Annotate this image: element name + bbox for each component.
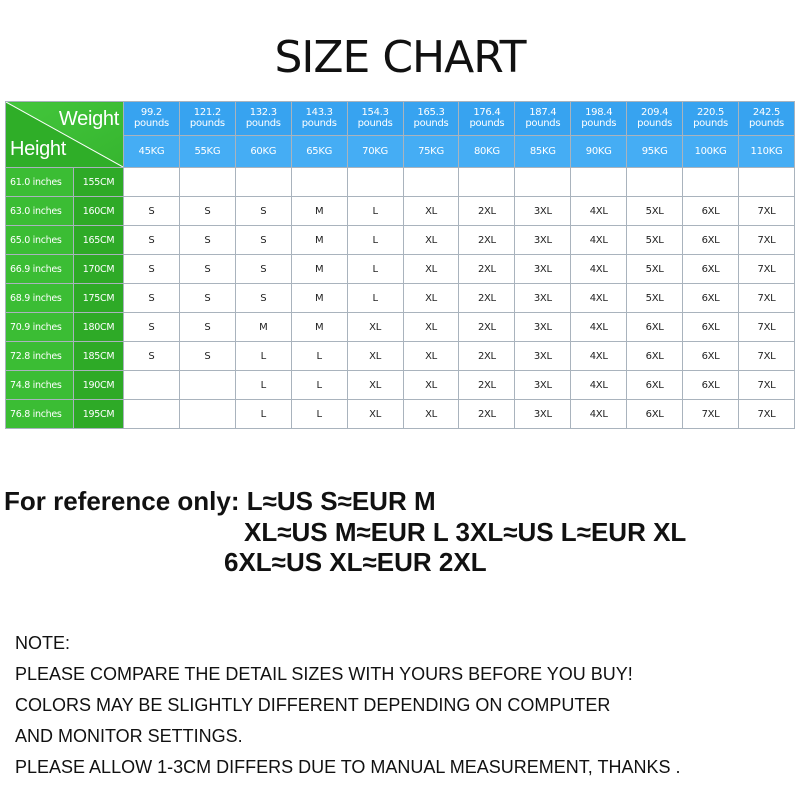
- size-cell: 6XL: [683, 255, 739, 284]
- pounds-value: 154.3: [361, 107, 389, 118]
- size-cell: [124, 400, 180, 429]
- pounds-value: 187.4: [529, 107, 557, 118]
- height-inches-cell: 61.0 inches: [6, 168, 74, 197]
- reference-line-3: 6XL≈US XL≈EUR 2XL: [224, 547, 487, 577]
- size-cell: 3XL: [515, 284, 571, 313]
- height-row: [6, 342, 795, 371]
- size-cell: 2XL: [459, 197, 515, 226]
- size-cell: [179, 371, 235, 400]
- pounds-unit: pounds: [637, 117, 673, 129]
- size-cell: [124, 168, 180, 197]
- pounds-unit: pounds: [749, 117, 784, 129]
- size-cell: XL: [403, 255, 459, 284]
- size-cell: 6XL: [627, 313, 683, 342]
- height-row: [6, 255, 795, 284]
- size-cell: 7XL: [738, 284, 794, 313]
- weight-pounds-cell: [347, 102, 403, 136]
- size-cell: 6XL: [627, 342, 683, 371]
- size-cell: S: [124, 342, 180, 371]
- size-cell: 3XL: [515, 400, 571, 429]
- size-cell: XL: [403, 284, 459, 313]
- size-cell: [515, 168, 571, 197]
- size-cell: 2XL: [459, 255, 515, 284]
- size-cell: 2XL: [459, 226, 515, 255]
- pounds-value: 132.3: [249, 107, 277, 118]
- note-line: PLEASE COMPARE THE DETAIL SIZES WITH YOURS BEFORE YOU BUY!: [15, 664, 633, 684]
- size-cell: 3XL: [515, 342, 571, 371]
- pounds-unit: pounds: [245, 117, 281, 129]
- size-cell: L: [347, 226, 403, 255]
- weight-kg-cell: 100KG: [683, 136, 739, 168]
- size-cell: L: [291, 342, 347, 371]
- weight-pounds-cell: [179, 102, 235, 136]
- size-cell: M: [291, 284, 347, 313]
- size-cell: 4XL: [571, 371, 627, 400]
- pounds-value: 99.2: [140, 107, 162, 118]
- note-line: AND MONITOR SETTINGS.: [15, 726, 243, 746]
- size-cell: S: [235, 197, 291, 226]
- size-cell: L: [235, 371, 291, 400]
- size-cell: 6XL: [683, 342, 739, 371]
- pounds-unit: pounds: [693, 117, 728, 129]
- size-cell: S: [179, 313, 235, 342]
- size-chart-table: [5, 101, 795, 429]
- size-cell: 4XL: [571, 255, 627, 284]
- size-cell: S: [235, 226, 291, 255]
- weight-kg-cell: 90KG: [571, 136, 627, 168]
- pounds-value: 143.3: [305, 107, 333, 118]
- weight-kg-cell: 75KG: [403, 136, 459, 168]
- size-cell: 5XL: [627, 226, 683, 255]
- size-cell: 4XL: [571, 400, 627, 429]
- size-cell: L: [235, 400, 291, 429]
- size-cell: 6XL: [627, 371, 683, 400]
- size-cell: [571, 168, 627, 197]
- size-cell: S: [124, 284, 180, 313]
- size-cell: XL: [347, 371, 403, 400]
- height-cm-cell: 185CM: [74, 342, 124, 371]
- size-cell: L: [291, 371, 347, 400]
- reference-line-2: XL≈US M≈EUR L 3XL≈US L≈EUR XL: [244, 517, 687, 547]
- weight-pounds-cell: [459, 102, 515, 136]
- size-cell: 4XL: [571, 284, 627, 313]
- note-heading: NOTE:: [15, 633, 71, 653]
- weight-kg-cell: 80KG: [459, 136, 515, 168]
- size-cell: 5XL: [627, 284, 683, 313]
- weight-pounds-cell: [571, 102, 627, 136]
- size-cell: XL: [403, 197, 459, 226]
- size-cell: S: [179, 342, 235, 371]
- size-cell: 3XL: [515, 226, 571, 255]
- weight-kg-cell: 60KG: [235, 136, 291, 168]
- size-cell: 6XL: [683, 284, 739, 313]
- size-cell: S: [124, 255, 180, 284]
- pounds-unit: pounds: [301, 117, 337, 129]
- height-row: [6, 313, 795, 342]
- height-cm-cell: 190CM: [74, 371, 124, 400]
- weight-pounds-cell: [515, 102, 571, 136]
- weight-kg-cell: 85KG: [515, 136, 571, 168]
- height-cm-cell: 170CM: [74, 255, 124, 284]
- size-cell: S: [179, 255, 235, 284]
- size-cell: 6XL: [627, 400, 683, 429]
- weight-pounds-cell: [683, 102, 739, 136]
- weight-pounds-row: [6, 102, 795, 136]
- size-cell: 2XL: [459, 400, 515, 429]
- size-cell: L: [347, 284, 403, 313]
- height-row: [6, 226, 795, 255]
- pounds-value: 176.4: [473, 107, 501, 118]
- weight-kg-row: [6, 136, 795, 168]
- size-cell: M: [291, 197, 347, 226]
- size-cell: 7XL: [738, 255, 794, 284]
- height-row: [6, 168, 795, 197]
- size-cell: M: [291, 313, 347, 342]
- size-cell: M: [235, 313, 291, 342]
- size-cell: 6XL: [683, 226, 739, 255]
- size-cell: 3XL: [515, 371, 571, 400]
- pounds-unit: pounds: [413, 117, 449, 129]
- pounds-value: 209.4: [641, 107, 669, 118]
- size-cell: XL: [347, 400, 403, 429]
- weight-kg-cell: 110KG: [738, 136, 794, 168]
- size-cell: S: [124, 313, 180, 342]
- size-cell: 3XL: [515, 255, 571, 284]
- weight-pounds-cell: [291, 102, 347, 136]
- page-title: SIZE CHART: [274, 32, 526, 83]
- weight-kg-cell: 45KG: [124, 136, 180, 168]
- size-cell: 4XL: [571, 197, 627, 226]
- size-cell: 7XL: [738, 226, 794, 255]
- pounds-value: 198.4: [585, 107, 613, 118]
- weight-pounds-cell: [235, 102, 291, 136]
- size-cell: S: [179, 226, 235, 255]
- size-cell: S: [235, 255, 291, 284]
- size-cell: 4XL: [571, 342, 627, 371]
- size-cell: [124, 371, 180, 400]
- size-cell: 6XL: [683, 197, 739, 226]
- size-cell: XL: [347, 313, 403, 342]
- size-cell: XL: [403, 226, 459, 255]
- size-cell: [459, 168, 515, 197]
- weight-kg-cell: 70KG: [347, 136, 403, 168]
- size-cell: L: [347, 255, 403, 284]
- size-cell: XL: [403, 342, 459, 371]
- height-inches-cell: 76.8 inches: [6, 400, 74, 429]
- size-cell: S: [179, 197, 235, 226]
- size-cell: 7XL: [738, 342, 794, 371]
- size-cell: XL: [403, 400, 459, 429]
- size-cell: 7XL: [683, 400, 739, 429]
- size-cell: 5XL: [627, 255, 683, 284]
- weight-pounds-cell: [627, 102, 683, 136]
- height-cm-cell: 165CM: [74, 226, 124, 255]
- weight-pounds-cell: [124, 102, 180, 136]
- height-cm-cell: 180CM: [74, 313, 124, 342]
- size-cell: S: [235, 284, 291, 313]
- size-cell: 6XL: [683, 371, 739, 400]
- size-cell: 5XL: [627, 197, 683, 226]
- size-cell: 6XL: [683, 313, 739, 342]
- weight-pounds-cell: [403, 102, 459, 136]
- pounds-unit: pounds: [525, 117, 561, 129]
- size-cell: [179, 168, 235, 197]
- size-cell: [235, 168, 291, 197]
- height-row: [6, 284, 795, 313]
- reference-line-1: For reference only: L≈US S≈EUR M: [4, 486, 436, 516]
- size-cell: [179, 400, 235, 429]
- weight-kg-cell: 65KG: [291, 136, 347, 168]
- height-inches-cell: 72.8 inches: [6, 342, 74, 371]
- size-cell: 2XL: [459, 313, 515, 342]
- size-cell: [291, 168, 347, 197]
- pounds-unit: pounds: [134, 117, 169, 129]
- size-cell: 2XL: [459, 342, 515, 371]
- size-cell: [627, 168, 683, 197]
- size-cell: 2XL: [459, 284, 515, 313]
- size-cell: 4XL: [571, 226, 627, 255]
- size-cell: S: [179, 284, 235, 313]
- pounds-value: 165.3: [417, 107, 445, 118]
- size-cell: 7XL: [738, 400, 794, 429]
- size-cell: L: [347, 197, 403, 226]
- weight-pounds-cell: [738, 102, 794, 136]
- height-cm-cell: 175CM: [74, 284, 124, 313]
- height-inches-cell: 63.0 inches: [6, 197, 74, 226]
- height-axis-label: Height: [10, 138, 67, 160]
- weight-kg-cell: 95KG: [627, 136, 683, 168]
- size-cell: L: [235, 342, 291, 371]
- size-cell: S: [124, 197, 180, 226]
- pounds-value: 220.5: [696, 107, 725, 118]
- pounds-unit: pounds: [581, 117, 617, 129]
- size-cell: XL: [403, 313, 459, 342]
- size-cell: M: [291, 255, 347, 284]
- pounds-unit: pounds: [357, 117, 393, 129]
- size-cell: 7XL: [738, 313, 794, 342]
- pounds-value: 121.2: [193, 107, 221, 118]
- height-cm-cell: 195CM: [74, 400, 124, 429]
- size-cell: [403, 168, 459, 197]
- size-cell: [347, 168, 403, 197]
- size-cell: 2XL: [459, 371, 515, 400]
- corner-header: [6, 102, 124, 168]
- size-cell: 4XL: [571, 313, 627, 342]
- height-cm-cell: 155CM: [74, 168, 124, 197]
- size-cell: L: [291, 400, 347, 429]
- height-cm-cell: 160CM: [74, 197, 124, 226]
- size-cell: 3XL: [515, 197, 571, 226]
- pounds-unit: pounds: [189, 117, 225, 129]
- height-row: [6, 400, 795, 429]
- height-inches-cell: 66.9 inches: [6, 255, 74, 284]
- height-row: [6, 371, 795, 400]
- note-line: PLEASE ALLOW 1-3CM DIFFERS DUE TO MANUAL MEASUREMENT, THANKS .: [15, 757, 681, 777]
- size-cell: 7XL: [738, 371, 794, 400]
- height-inches-cell: 70.9 inches: [6, 313, 74, 342]
- size-cell: 3XL: [515, 313, 571, 342]
- size-cell: XL: [347, 342, 403, 371]
- height-inches-cell: 74.8 inches: [6, 371, 74, 400]
- size-cell: M: [291, 226, 347, 255]
- pounds-value: 242.5: [752, 107, 781, 118]
- weight-axis-label: Weight: [58, 108, 119, 130]
- height-inches-cell: 68.9 inches: [6, 284, 74, 313]
- size-cell: XL: [403, 371, 459, 400]
- size-cell: S: [124, 226, 180, 255]
- weight-kg-cell: 55KG: [179, 136, 235, 168]
- height-row: [6, 197, 795, 226]
- size-cell: [738, 168, 794, 197]
- size-cell: [683, 168, 739, 197]
- height-inches-cell: 65.0 inches: [6, 226, 74, 255]
- size-cell: 7XL: [738, 197, 794, 226]
- pounds-unit: pounds: [469, 117, 505, 129]
- note-line: COLORS MAY BE SLIGHTLY DIFFERENT DEPENDING ON COMPUTER: [15, 695, 611, 715]
